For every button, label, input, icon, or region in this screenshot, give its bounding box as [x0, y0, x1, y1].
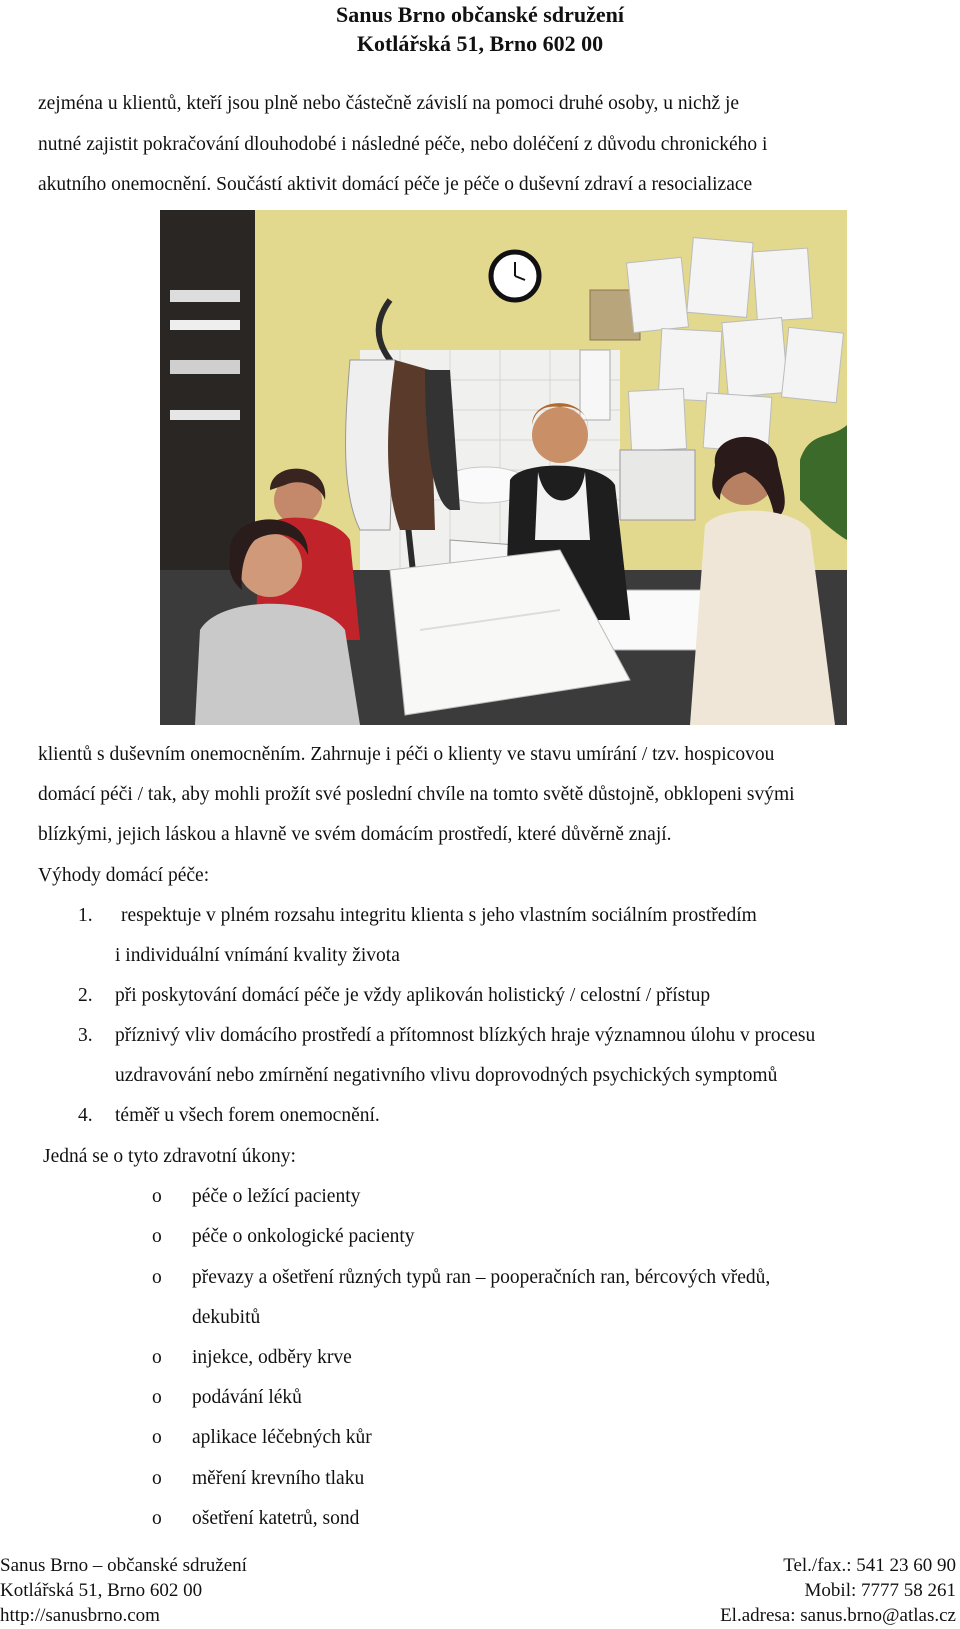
procedure-item: aplikace léčebných kůr: [192, 1427, 372, 1448]
procedure-item-continued: dekubitů: [192, 1307, 261, 1328]
procedure-item: péče o onkologické pacienty: [192, 1226, 415, 1247]
procedure-item: měření krevního tlaku: [192, 1468, 365, 1489]
procedure-item: péče o ležící pacienty: [192, 1186, 361, 1207]
body-line: domácí péči / tak, aby mohli prožít své poslední chvíle na tomto světě důstojně, obklopeni svými: [38, 784, 795, 805]
header-address: Kotlářská 51, Brno 602 00: [356, 31, 604, 56]
bullet-marker: o: [152, 1508, 162, 1529]
footer-mobile: Mobil: 7777 58 261: [804, 1580, 956, 1601]
photo-illustration: [160, 210, 847, 725]
bullet-marker: o: [152, 1387, 162, 1408]
bullet-marker: o: [152, 1226, 162, 1247]
advantage-number: 2.: [78, 985, 93, 1006]
procedures-heading: Jedná se o tyto zdravotní úkony:: [43, 1146, 296, 1167]
advantage-text: příznivý vliv domácího prostředí a přítomnost blízkých hraje významnou úlohu v procesu: [115, 1025, 816, 1046]
office-meeting-photo: [160, 210, 847, 725]
footer-org-name: Sanus Brno – občanské sdružení: [0, 1555, 247, 1576]
bullet-marker: o: [152, 1468, 162, 1489]
advantage-text: téměř u všech forem onemocnění.: [115, 1105, 380, 1126]
advantage-number: 3.: [78, 1025, 93, 1046]
bullet-marker: o: [152, 1347, 162, 1368]
procedure-item: převazy a ošetření různých typů ran – pooperačních ran, bércových vředů,: [192, 1267, 771, 1288]
footer-address: Kotlářská 51, Brno 602 00: [0, 1580, 203, 1601]
footer-phone-fax: Tel./fax.: 541 23 60 90: [783, 1555, 956, 1576]
footer-website-link[interactable]: http://sanusbrno.com: [0, 1605, 160, 1626]
body-line: blízkými, jejich láskou a hlavně ve svém domácím prostředí, které důvěrně znají.: [38, 824, 672, 845]
bullet-marker: o: [152, 1427, 162, 1448]
procedure-item: ošetření katetrů, sond: [192, 1508, 360, 1529]
advantage-text: uzdravování nebo zmírnění negativního vlivu doprovodných psychických symptomů: [115, 1065, 778, 1086]
advantage-number: 1.: [78, 905, 93, 926]
bullet-marker: o: [152, 1267, 162, 1288]
procedure-item: podávání léků: [192, 1387, 302, 1408]
advantage-text: při poskytování domácí péče je vždy aplikován holistický / celostní / přístup: [115, 985, 711, 1006]
intro-line: nutné zajistit pokračování dlouhodobé i následné péče, nebo doléčení z důvodu chronického i: [38, 134, 768, 155]
body-line: klientů s duševním onemocněním. Zahrnuje i péči o klienty ve stavu umírání / tzv. hospicovou: [38, 744, 775, 765]
advantage-text: respektuje v plném rozsahu integritu klienta s jeho vlastním sociálním prostředím: [121, 905, 757, 926]
intro-line: akutního onemocnění. Součástí aktivit domácí péče je péče o duševní zdraví a resocializace: [38, 174, 753, 195]
procedure-item: injekce, odběry krve: [192, 1347, 352, 1368]
header-org-name: Sanus Brno občanské sdružení: [336, 2, 624, 27]
advantage-number: 4.: [78, 1105, 93, 1126]
bullet-marker: o: [152, 1186, 162, 1207]
advantages-heading: Výhody domácí péče:: [38, 865, 210, 886]
intro-line: zejména u klientů, kteří jsou plně nebo částečně závislí na pomoci druhé osoby, u nichž je: [38, 93, 740, 114]
footer-email-link[interactable]: El.adresa: sanus.brno@atlas.cz: [720, 1605, 956, 1626]
advantage-text: i individuální vnímání kvality života: [115, 945, 400, 966]
